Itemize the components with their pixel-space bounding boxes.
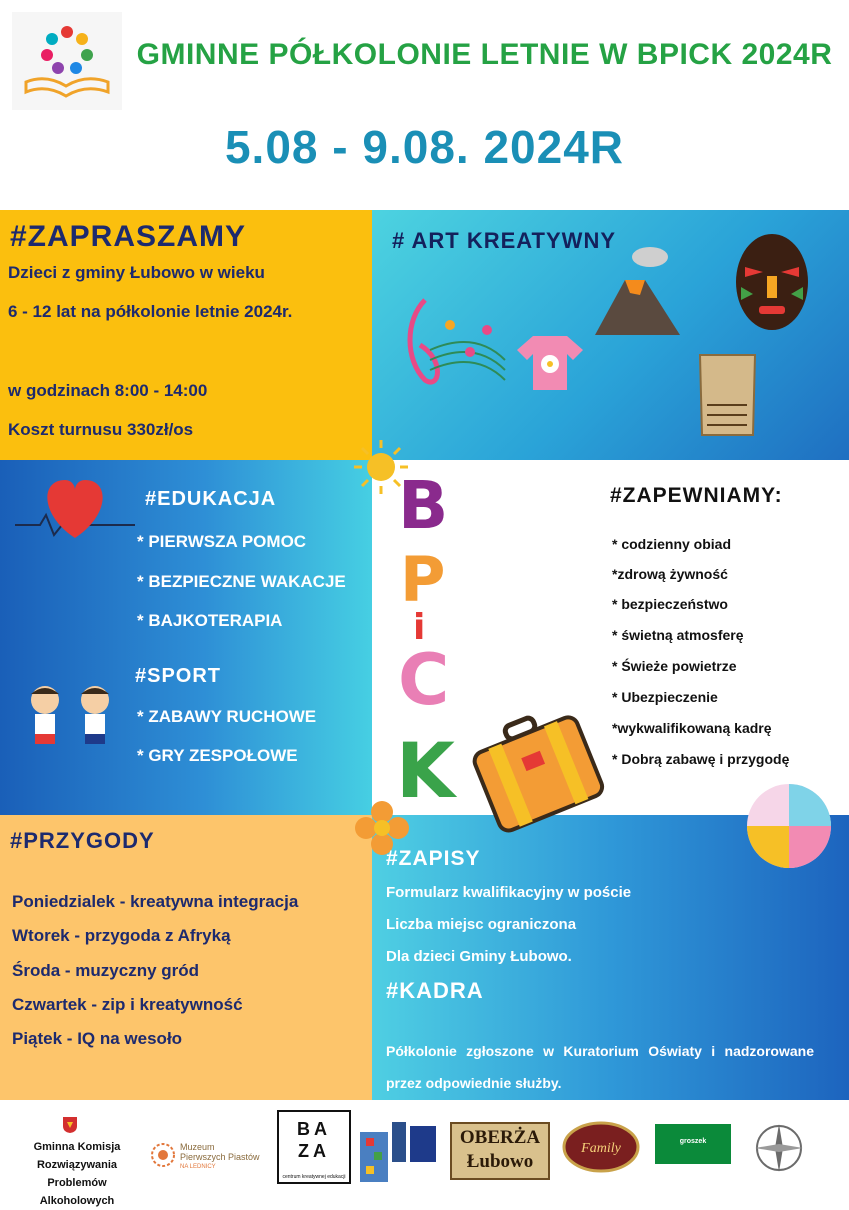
- muzeum-line: Pierwszych Piastów: [180, 1152, 260, 1162]
- baza-logo-text: [277, 1118, 351, 1162]
- bpick-letter-p: P: [400, 543, 446, 616]
- family-text: Family: [581, 1141, 621, 1156]
- heart-icon: [10, 470, 140, 550]
- muzeum-logo: [180, 1142, 260, 1172]
- oberza-line: Łubowo: [466, 1151, 534, 1172]
- volcano-icon: [590, 245, 685, 340]
- przygody-item: Piątek - IQ na wesoło: [12, 1029, 183, 1048]
- zapewniamy-item: * bezpieczeństwo: [612, 596, 728, 612]
- muzeum-logo-icon: [150, 1142, 176, 1168]
- zapewniamy-item: *zdrową żywność: [612, 566, 728, 582]
- przygody-item: Wtorek - przygoda z Afryką: [12, 926, 231, 945]
- zapisy-heading: #ZAPISY: [386, 847, 481, 870]
- edukacja-item: * BEZPIECZNE WAKACJE: [137, 572, 346, 591]
- piekarnia-family-logo: [562, 1120, 640, 1174]
- kadra-text: Półkolonie zgłoszone w Kuratorium Oświaty i nadzorowane przez odpowiednie służby.: [386, 1043, 814, 1091]
- page-title: GMINNE PÓŁKOLONIE LETNIE W BPICK 2024R: [136, 38, 833, 71]
- przygody-item: Środa - muzyczny gród: [12, 961, 200, 980]
- muzeum-compass-logo: [750, 1110, 808, 1186]
- panel-przygody: [0, 815, 372, 1100]
- bpick-letter-b: B: [398, 467, 449, 544]
- art-heading: # ART KREATYWNY: [392, 228, 616, 253]
- komisja-line: Alkoholowych: [39, 1195, 115, 1207]
- sport-item: * GRY ZESPOŁOWE: [137, 746, 298, 765]
- suitcase-icon: [468, 708, 608, 838]
- bpick-logo: [12, 12, 122, 110]
- bpick-letter-c: C: [398, 639, 450, 721]
- edukacja-heading: #EDUKACJA: [145, 488, 277, 510]
- komisja-logo: [22, 1138, 132, 1210]
- zapraszamy-line: Dzieci z gminy Łubowo w wieku: [8, 263, 265, 282]
- zapraszamy-heading: #ZAPRASZAMY: [10, 220, 247, 253]
- baza-line: ZA: [298, 1141, 330, 1161]
- zapisy-line: Liczba miejsc ograniczona: [386, 916, 577, 933]
- zapraszamy-hours: w godzinach 8:00 - 14:00: [8, 381, 208, 400]
- sport-item: * ZABAWY RUCHOWE: [137, 707, 317, 726]
- bpick-letter-k: K: [396, 726, 455, 815]
- ancient-scroll-icon: [695, 350, 760, 440]
- bpick-letter-i: i: [413, 607, 426, 648]
- zapewniamy-item: * codzienny obiad: [612, 536, 732, 552]
- zapewniamy-item: * Dobrą zabawę i przygodę: [612, 751, 790, 767]
- przygody-heading: #PRZYGODY: [10, 828, 155, 853]
- przygody-item: Czwartek - zip i kreatywność: [12, 995, 243, 1014]
- event-dates: 5.08 - 9.08. 2024R: [224, 121, 625, 173]
- muzeum-line: Muzeum: [180, 1142, 215, 1152]
- muzeum-sub: NA LEDNICY: [180, 1164, 216, 1170]
- zapewniamy-item: * Świeże powietrze: [612, 658, 737, 674]
- edukacja-item: * PIERWSZA POMOC: [137, 532, 307, 551]
- african-mask-icon: [733, 232, 811, 332]
- zip-logo: [358, 1112, 440, 1184]
- zapisy-line: Formularz kwalifikacyjny w poście: [386, 884, 632, 901]
- zapewniamy-item: * Ubezpieczenie: [612, 689, 718, 705]
- groszek-logo-text: groszek: [679, 1138, 707, 1145]
- oberza-line: OBERŻA: [459, 1127, 541, 1148]
- zapewniamy-item: *wykwalifikowaną kadrę: [612, 720, 772, 736]
- zapraszamy-cost: Koszt turnusu 330zł/os: [8, 420, 194, 439]
- komisja-line: Gminna Komisja: [33, 1141, 121, 1153]
- sport-heading: #SPORT: [135, 665, 222, 687]
- baza-sub: centrum kreatywnej edukacji: [282, 1174, 346, 1180]
- oberza-logo-text: [450, 1126, 550, 1174]
- running-kids-icon: [15, 680, 125, 760]
- zapraszamy-line: 6 - 12 lat na półkolonie letnie 2024r.: [8, 302, 293, 321]
- tshirt-icon: [515, 332, 585, 392]
- zapewniamy-heading: #ZAPEWNIAMY:: [610, 484, 783, 507]
- baza-line: BA: [297, 1119, 331, 1139]
- komisja-line: Rozwiązywania Problemów: [36, 1159, 118, 1189]
- kadra-heading: #KADRA: [386, 978, 484, 1003]
- coat-of-arms-icon: [62, 1116, 78, 1134]
- przygody-item: Poniedzialek - kreatywna integracja: [12, 892, 299, 911]
- zapisy-line: Dla dzieci Gminy Łubowo.: [386, 948, 572, 965]
- edukacja-item: * BAJKOTERAPIA: [137, 611, 283, 630]
- music-notes-icon: [395, 290, 510, 405]
- beach-ball-icon: [745, 782, 833, 870]
- zapewniamy-item: * świetną atmosferę: [612, 627, 744, 643]
